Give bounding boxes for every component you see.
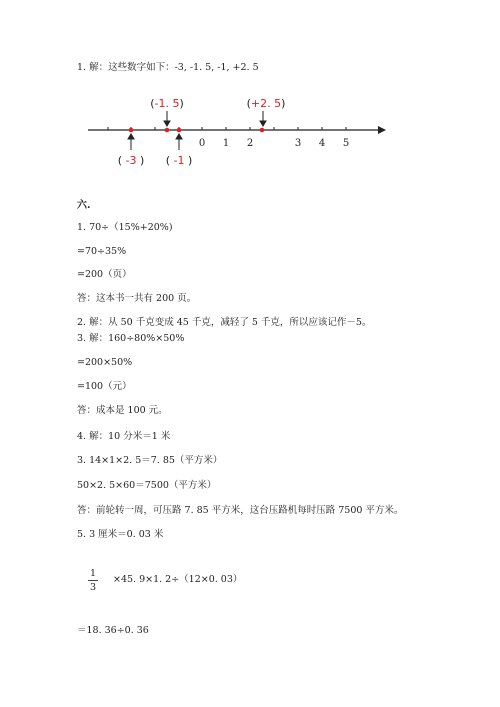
point-pos2.5 xyxy=(260,128,265,133)
fraction-bar xyxy=(88,580,98,581)
arrow-neg1-head xyxy=(176,134,182,139)
line-14: 5. 3 厘米＝0. 03 米 xyxy=(77,529,164,540)
label-neg1.5: (-1. 5) xyxy=(150,97,184,110)
line-1: 1. 70÷（15%+20%) xyxy=(77,222,173,233)
label-pos2.5: (+2. 5) xyxy=(246,97,286,110)
fraction-denominator: 3 xyxy=(89,582,97,593)
number-line-arrowhead xyxy=(378,126,386,134)
point-neg3 xyxy=(129,128,134,133)
line-3: =200（页） xyxy=(77,269,132,280)
line-8: =100（元） xyxy=(77,381,132,392)
line-6: 3. 解：160÷80%×50% xyxy=(77,333,185,344)
tick-label-0: 0 xyxy=(198,138,206,149)
line-12: 50×2. 5×60＝7500（平方米） xyxy=(77,480,217,491)
arrow-pos2.5-head xyxy=(260,121,266,126)
tick-label-1: 1 xyxy=(222,138,230,149)
label-neg1: ( -1 ) xyxy=(165,154,193,167)
label-neg3: ( -3 ) xyxy=(117,154,145,167)
tick-label-5: 5 xyxy=(342,138,350,149)
tick-label-4: 4 xyxy=(318,138,326,149)
arrow-neg1.5-head xyxy=(164,121,170,126)
line-13: 答：前轮转一周，可压路 7. 85 平方米，这台压路机每时压路 7500 平方米。 xyxy=(77,505,404,516)
line-11: 3. 14×1×2. 5＝7. 85（平方米） xyxy=(77,455,223,466)
line-10: 4. 解：10 分米＝1 米 xyxy=(77,431,171,442)
line-2: =70÷35% xyxy=(77,246,127,257)
line-15: ×45. 9×1. 2÷（12×0. 03） xyxy=(113,574,243,585)
tick-label-3: 3 xyxy=(294,138,302,149)
answer-1-text: 1. 解：这些数字如下：-3, -1. 5, -1, +2. 5 xyxy=(77,62,259,73)
point-neg1 xyxy=(177,128,182,133)
line-16: ＝18. 36÷0. 36 xyxy=(77,625,149,636)
tick-label-2: 2 xyxy=(246,138,254,149)
section-title: 六. xyxy=(77,200,91,211)
number-line-figure xyxy=(0,95,500,175)
line-4: 答：这本书一共有 200 页。 xyxy=(77,293,197,304)
line-7: =200×50% xyxy=(77,357,133,368)
point-neg1.5 xyxy=(165,128,170,133)
fraction-one-third xyxy=(88,568,98,593)
line-5: 2. 解：从 50 千克变成 45 千克，减轻了 5 千克，所以应该记作－5。 xyxy=(77,317,372,328)
fraction-numerator: 1 xyxy=(89,568,97,579)
arrow-neg3-head xyxy=(128,134,134,139)
line-9: 答：成本是 100 元。 xyxy=(77,405,168,416)
